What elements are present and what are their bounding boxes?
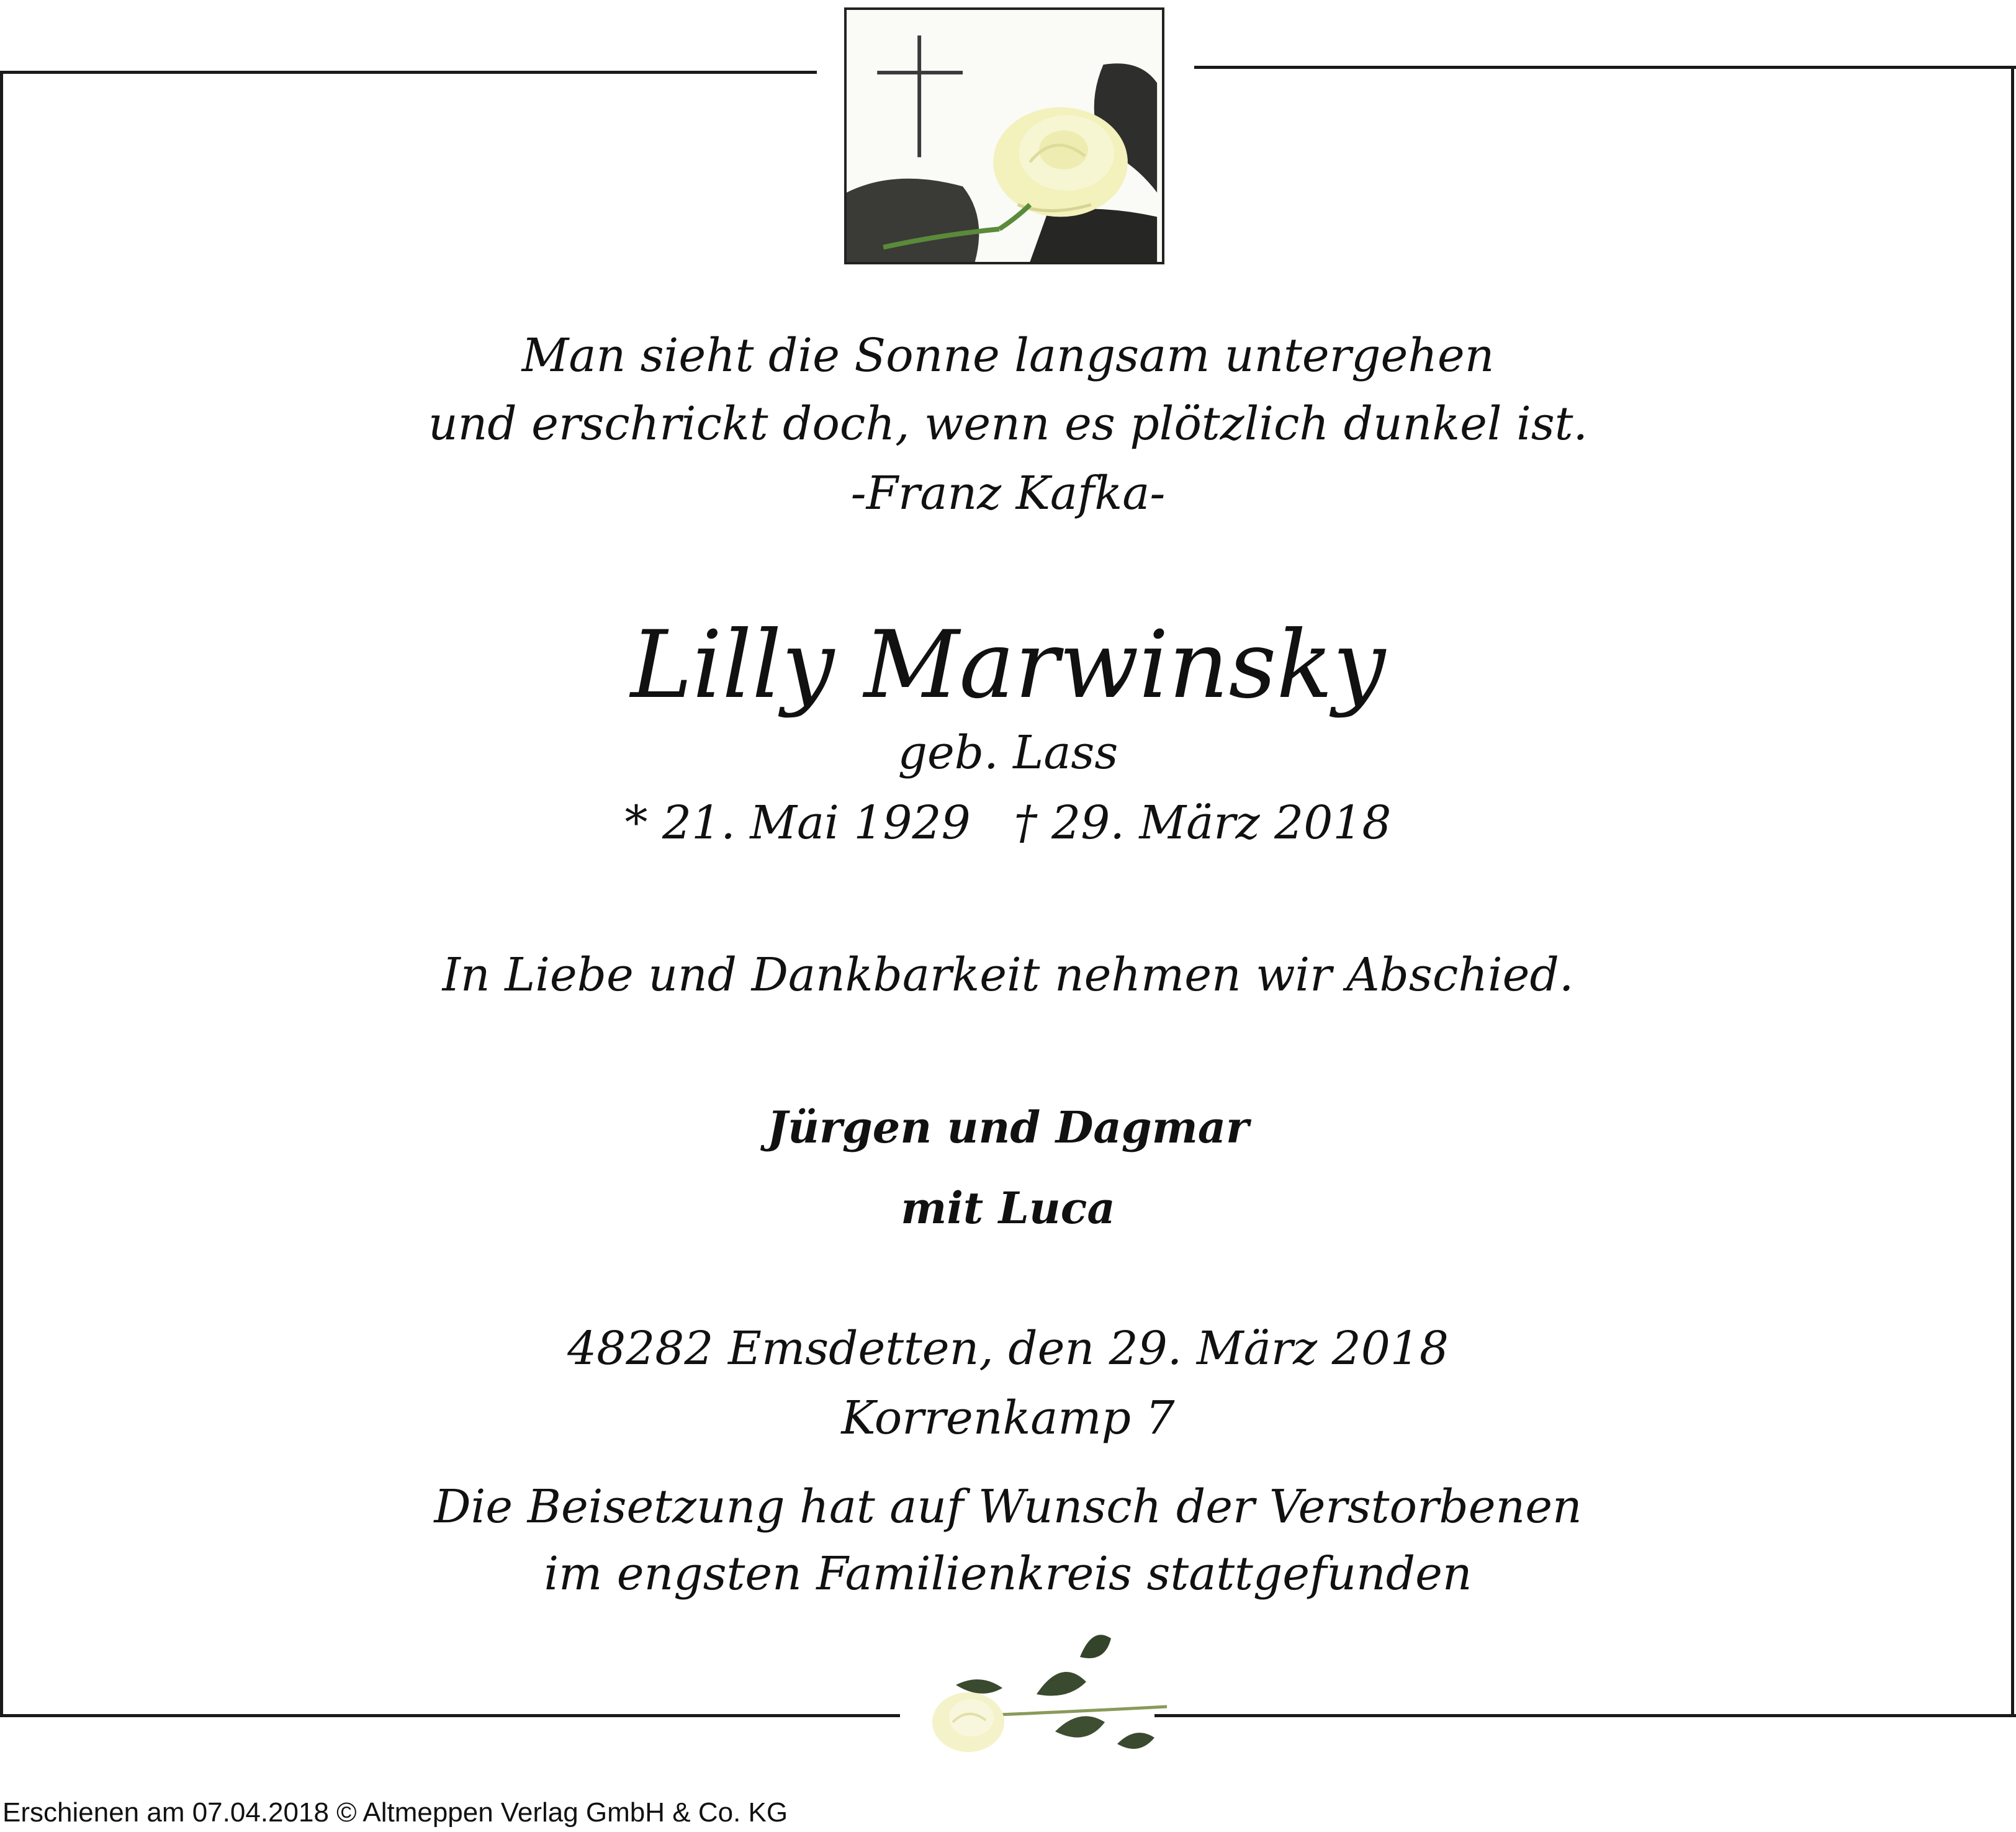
street-address: Korrenkamp 7 [841,1391,1175,1445]
quote-author: -Franz Kafka- [850,467,1166,520]
birth-date: * 21. Mai 1929 [624,796,971,850]
death-date: † 29. März 2018 [1014,796,1392,850]
family-line-2: mit Luca [901,1182,1115,1234]
maiden-name: geb. Lass [898,726,1118,779]
frame-top-right [1194,66,2016,69]
quote-line-2: und erschrickt doch, wenn es plötzlich dunkel ist. [428,397,1588,451]
rose-icon [894,1614,1179,1756]
life-dates [0,796,2016,850]
family-line-1: Jürgen und Dagmar [767,1102,1249,1153]
frame-top-left [0,71,817,74]
farewell-text: In Liebe und Dankbarkeit nehmen wir Abschied. [442,948,1574,1002]
frame-right [2011,66,2014,1717]
publication-footer: Erschienen am 07.04.2018 © Altmeppen Verlag GmbH & Co. KG [2,1797,788,1828]
frame-bottom-right [1154,1714,2016,1717]
burial-note-line-1: Die Beisetzung hat auf Wunsch der Verstorbenen [434,1480,1582,1533]
frame-bottom-left [0,1714,900,1717]
burial-note-line-2: im engsten Familienkreis stattgefunden [544,1547,1472,1601]
quote-line-1: Man sieht die Sonne langsam untergehen [521,329,1495,382]
place-date: 48282 Emsdetten, den 29. März 2018 [567,1322,1449,1375]
cross-with-rose-icon [844,7,1164,264]
frame-left [0,71,3,1717]
deceased-name: Lilly Marwinsky [630,611,1386,719]
